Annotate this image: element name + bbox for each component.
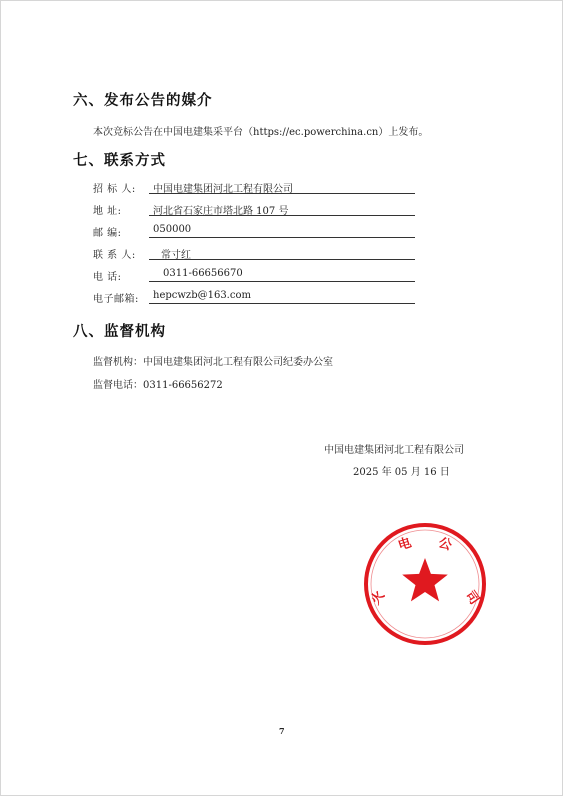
contact-label: 地 址:	[93, 206, 122, 217]
contact-row-tenderer	[93, 180, 415, 194]
svg-text:火: 火	[368, 588, 389, 608]
section6-body: 本次竞标公告在中国电建集采平台（https://ec.powerchina.cn）上发布。	[93, 127, 429, 138]
contact-label: 联 系 人:	[93, 250, 136, 261]
contact-value: 河北省石家庄市塔北路 107 号	[149, 202, 415, 216]
contact-value: 0311-66656670	[149, 268, 415, 282]
section7-heading: 七、联系方式	[73, 153, 166, 169]
page-number: 7	[279, 726, 285, 736]
signature-company: 中国电建集团河北工程有限公司	[324, 445, 464, 456]
contact-label: 邮 编:	[93, 228, 122, 239]
contact-row-address	[93, 202, 415, 216]
contact-value: 常寸红	[149, 246, 415, 260]
signature-date: 2025 年 05 月 16 日	[353, 467, 450, 478]
company-seal-stamp	[361, 520, 489, 648]
contact-row-phone	[93, 268, 415, 282]
contact-label: 招 标 人:	[93, 184, 136, 195]
contact-row-postcode	[93, 224, 415, 238]
svg-text:电: 电	[396, 535, 414, 554]
contact-value: hepcwzb@163.com	[149, 290, 415, 304]
contact-row-person	[93, 246, 415, 260]
contact-value: 中国电建集团河北工程有限公司	[149, 180, 415, 194]
supervision-agency: 监督机构：中国电建集团河北工程有限公司纪委办公室	[93, 357, 333, 368]
contact-value: 050000	[149, 224, 415, 238]
contact-label: 电 话:	[93, 272, 122, 283]
svg-text:司: 司	[461, 588, 482, 608]
supervision-phone: 监督电话：0311-66656272	[93, 380, 223, 391]
svg-text:公: 公	[436, 535, 454, 554]
contact-row-email	[93, 290, 415, 304]
contact-label: 电子邮箱:	[93, 294, 139, 305]
section8-heading: 八、监督机构	[73, 324, 166, 340]
section6-heading: 六、发布公告的媒介	[73, 93, 213, 109]
